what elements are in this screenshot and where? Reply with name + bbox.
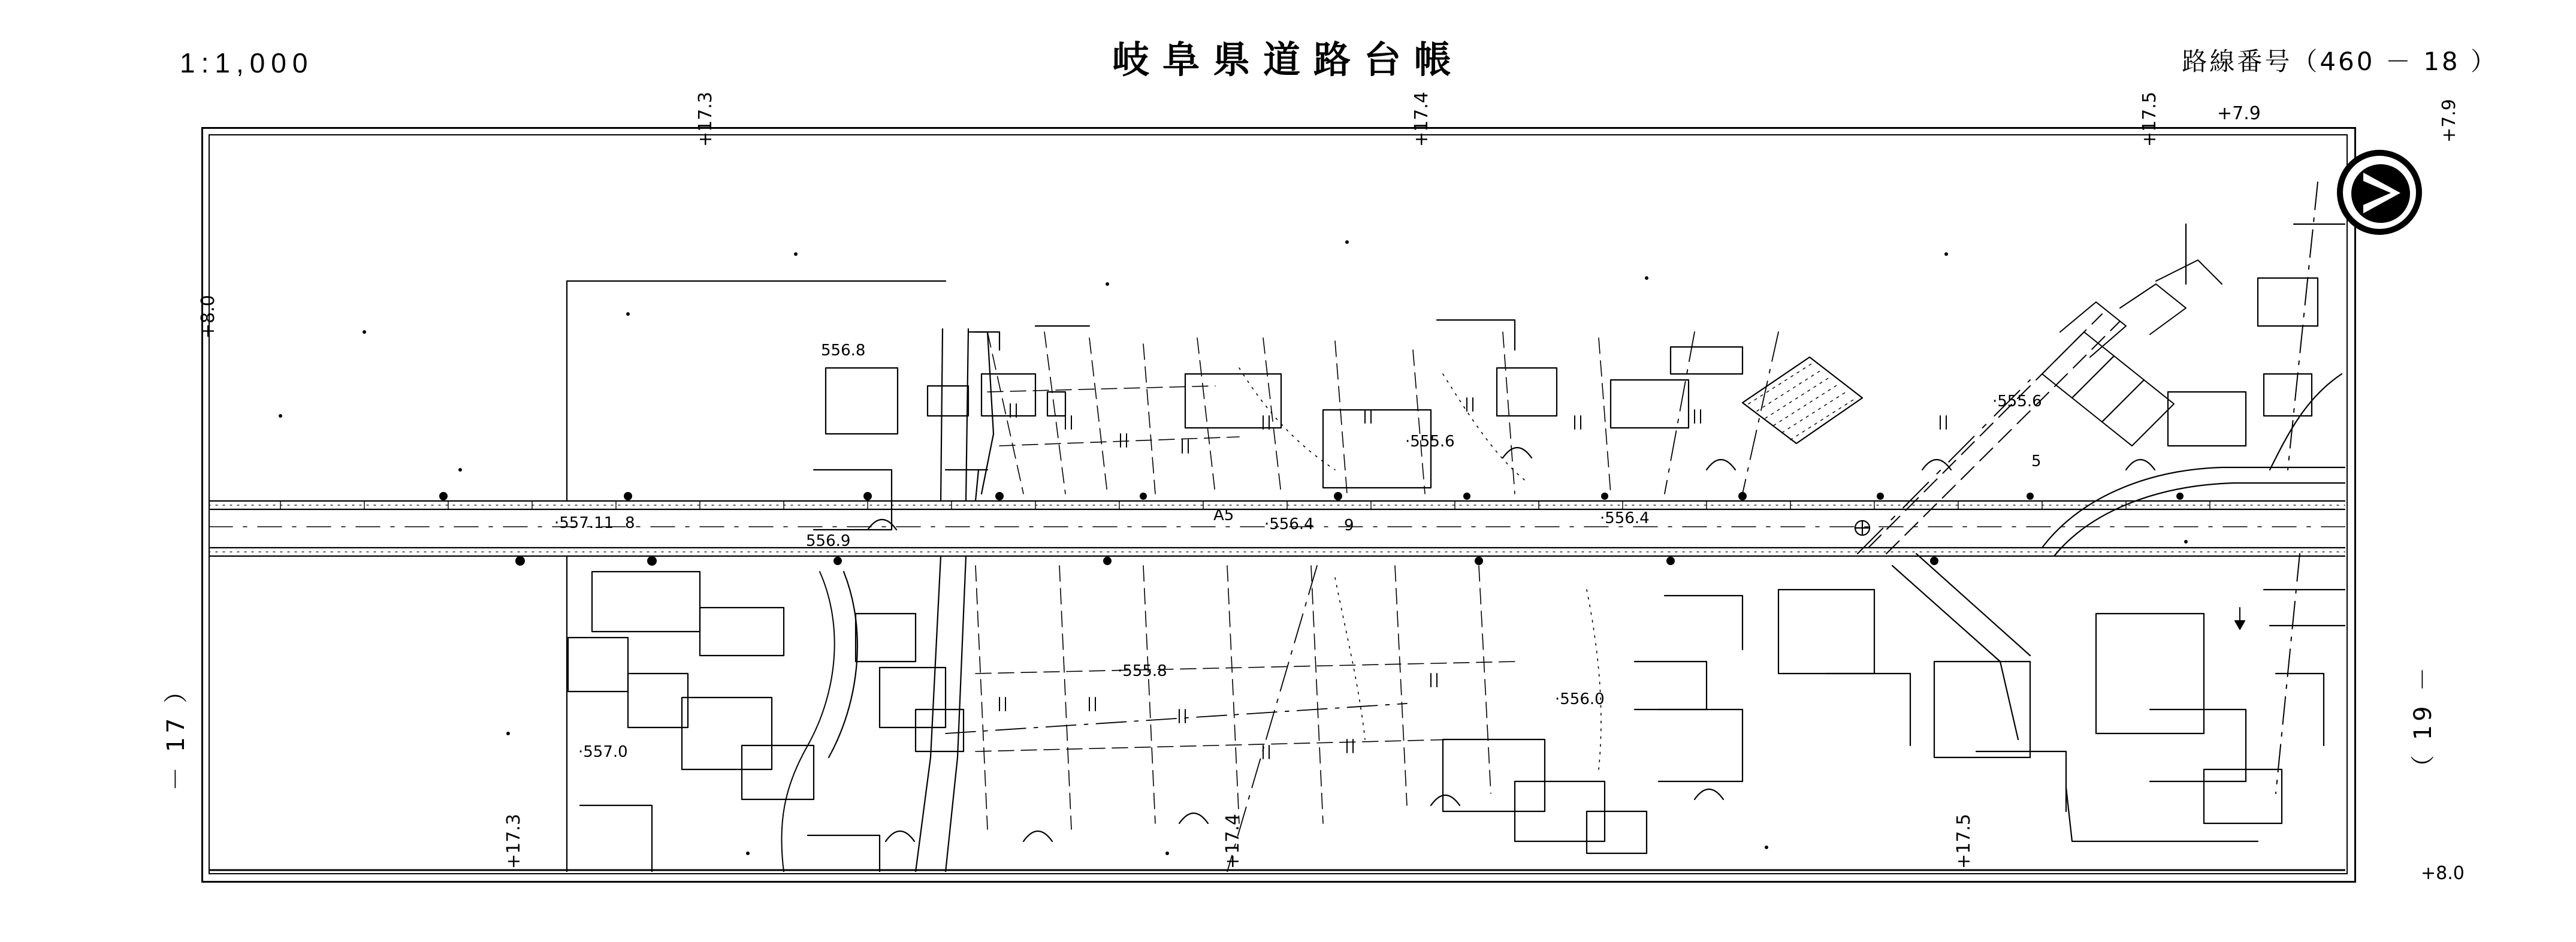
map-label: 556.8 xyxy=(821,342,866,360)
page-header xyxy=(0,0,2576,114)
map-label: ·556.4 xyxy=(1600,509,1650,527)
grid-tick-top: +17.3 xyxy=(695,92,716,147)
map-label: ·555.6 xyxy=(1992,393,2042,410)
scale-label: 1:1,000 xyxy=(180,47,314,78)
map-label: ·557.0 xyxy=(578,743,628,761)
cadastral-map-drawing xyxy=(209,134,2345,872)
grid-tick-top: +7.9 xyxy=(2439,99,2460,143)
page-title: 岐阜県道路台帳 xyxy=(1112,38,1464,81)
grid-tick-top: +17.4 xyxy=(1411,92,1432,147)
map-label: 556.9 xyxy=(806,532,851,550)
north-arrow-wedge-inner xyxy=(2363,181,2391,205)
map-label: ·556.4 xyxy=(1264,515,1314,533)
map-label: 8 xyxy=(625,514,635,532)
grid-tick-bottom: +8.0 xyxy=(2421,863,2465,884)
map-label: ·557.11 xyxy=(554,514,614,532)
map-label: 5 xyxy=(2031,452,2042,470)
grid-tick-bottom: +17.4 xyxy=(1222,814,1243,869)
map-label: A5 xyxy=(1213,506,1234,524)
grid-tick-bottom: +17.5 xyxy=(1953,814,1974,869)
north-arrow-icon xyxy=(2337,150,2422,235)
map-label: ·555.8 xyxy=(1118,662,1167,680)
route-number-label: 路線番号（460 － 18 ） xyxy=(2182,47,2498,76)
grid-tick-top: +7.9 xyxy=(2217,103,2261,124)
page-number-left: － 17 ） xyxy=(162,675,190,791)
grid-tick-top: +17.5 xyxy=(2139,92,2160,147)
grid-tick-bottom: +17.3 xyxy=(503,814,524,869)
page-number-right: （ 19 － xyxy=(2409,663,2437,779)
map-label: ·556.0 xyxy=(1555,690,1605,708)
map-label: ·555.6 xyxy=(1405,433,1455,451)
map-label: 9 xyxy=(1344,517,1354,535)
grid-tick-left: +8.0 xyxy=(198,295,219,339)
